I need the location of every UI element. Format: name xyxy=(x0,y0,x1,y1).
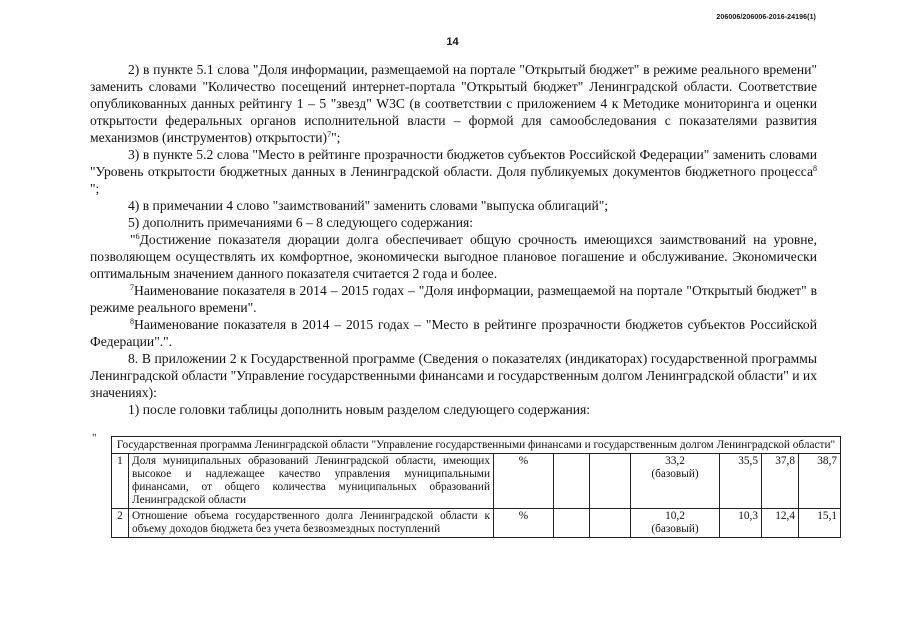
indicator-name: Доля муниципальных образований Ленинградской области, имеющих высокое и надлежащее качество управления муниципальными финансами, от общего количества муниципальных образований Ленинградской области xyxy=(129,454,494,509)
table-header-row xyxy=(112,437,841,454)
paragraph-item-4: 4) в примечании 4 слово "заимствований" заменить словами "выпуска облигаций"; xyxy=(128,198,609,213)
document-id: 206006/206006-2016-24196(1) xyxy=(716,14,816,21)
value-cell: 37,8 xyxy=(762,454,799,509)
table-row xyxy=(112,454,841,509)
paragraph-item-5: 5) дополнить примечаниями 6 – 8 следующего содержания: xyxy=(128,215,474,230)
empty-cell xyxy=(590,509,631,538)
table-row xyxy=(112,509,841,538)
paragraph-item-3: 3) в пункте 5.2 слова "Место в рейтинге прозрачности бюджетов субъектов Российской Федерации" заменить словами "Уровень открытости бюджетных данных в Ленинградской области. Доля публикуемых документов бюджетного процесса$^8$ "; xyxy=(90,147,817,196)
base-value-cell: 33,2 (базовый) xyxy=(631,454,720,509)
row-number: 2 xyxy=(112,509,129,538)
value-cell: 12,4 xyxy=(762,509,799,538)
table-open-quote: " xyxy=(92,432,97,444)
empty-cell xyxy=(554,509,590,538)
row-number: 1 xyxy=(112,454,129,509)
paragraph-section-8: 8. В приложении 2 к Государственной программе (Сведения о показателях (индикаторах) государственной программы Ленинградской области "Управление государственными финансами и государственным долгом Ленинградской области" и их значениях): xyxy=(90,351,817,400)
table-section-header: Государственная программа Ленинградской области "Управление государственными финансами и государственным долгом Ленинградской области" xyxy=(112,437,841,454)
base-value-cell: 10,2 (базовый) xyxy=(631,509,720,538)
document-body xyxy=(90,61,817,418)
value-cell: 35,5 xyxy=(720,454,762,509)
footnote-ref-7: 7 xyxy=(327,130,332,139)
footnote-ref-8: 8 xyxy=(813,164,817,173)
indicators-table xyxy=(111,436,841,538)
value-cell: 15,1 xyxy=(799,509,841,538)
indicator-name: Отношение объема государственного долга Ленинградской области к объему доходов бюджета без учета безвозмездных поступлений xyxy=(129,509,494,538)
unit-cell: % xyxy=(494,454,554,509)
value-cell: 10,3 xyxy=(720,509,762,538)
page-number: 14 xyxy=(446,36,459,48)
empty-cell xyxy=(554,454,590,509)
unit-cell: % xyxy=(494,509,554,538)
paragraph-item-2: 2) в пункте 5.1 слова "Доля информации, размещаемой на портале "Открытый бюджет" в режиме реального времени" заменить словами "Количество посещений интернет-портала "Открытый бюджет" Ленинградской области. Соответствие опубликованных данных рейтингу 1 – 5 "звезд" W3C (в соответствии с приложением 4 к Методике мониторинга и оценки открытости федеральных органов исполнительной власти – формой для самообследования с показателями развития механизмов (инструментов) открытости)$^7$"; xyxy=(90,62,817,145)
empty-cell xyxy=(590,454,631,509)
paragraph-section-8-item-1: 1) после головки таблицы дополнить новым разделом следующего содержания: xyxy=(128,402,591,417)
value-cell: 38,7 xyxy=(799,454,841,509)
footnote-6: "$^6$Достижение показателя дюрации долга обеспечивает общую срочность имеющихся заимствований на уровне, позволяющем осуществлять их комфортное, экономически выгодное плановое погашение и обслуживание. Экономически оптимальным значением данного показателя считается 2 года и более. xyxy=(90,232,817,281)
footnote-8: $^8$Наименование показателя в 2014 – 2015 годах – "Место в рейтинге прозрачности бюджетов субъектов Российской Федерации".". xyxy=(90,317,817,349)
footnote-7: $^7$Наименование показателя в 2014 – 2015 годах – "Доля информации, размещаемой на портале "Открытый бюджет" в режиме реального времени". xyxy=(90,283,817,315)
